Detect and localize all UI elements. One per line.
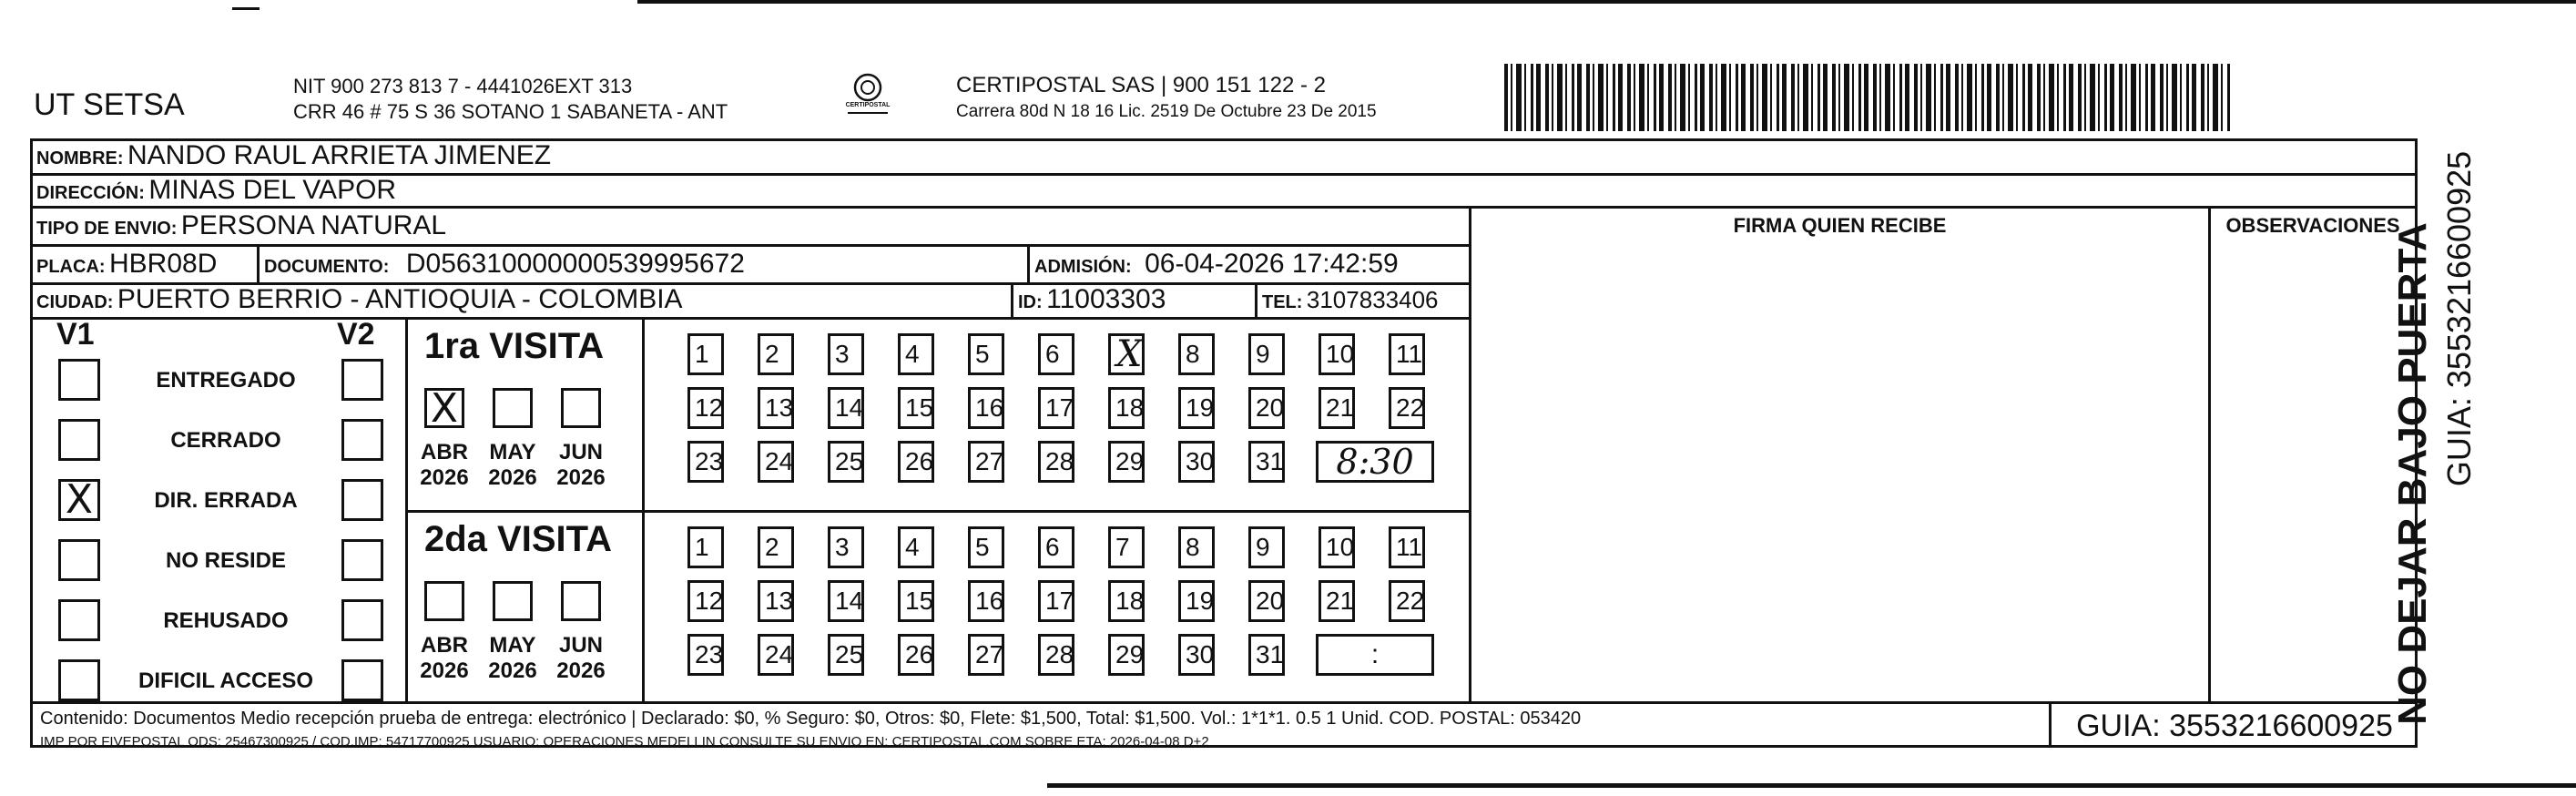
tel-value: 3107833406: [1306, 286, 1439, 313]
company-nit: NIT 900 273 813 7 - 4441026EXT 313: [293, 75, 633, 97]
month-name: ABR: [421, 440, 468, 464]
barcode: [1504, 64, 2233, 131]
day-box[interactable]: 4: [898, 333, 934, 375]
status-label: NO RESIDE: [165, 548, 287, 573]
v1-checkbox[interactable]: [58, 476, 100, 523]
days-col-sep: [642, 317, 645, 704]
day-box[interactable]: 27: [968, 634, 1004, 676]
day-box[interactable]: 18: [1108, 580, 1145, 622]
placa-sep: [257, 244, 260, 282]
month-year: 2026: [488, 658, 537, 683]
day-box[interactable]: 29: [1108, 441, 1145, 483]
visit-divider: [405, 510, 1471, 513]
nombre-label: NOMBRE:: [36, 148, 124, 168]
side-warning: NO DEJAR BAJO PUERTA: [2390, 222, 2435, 725]
day-box[interactable]: 31: [1248, 634, 1285, 676]
documento-row: [264, 246, 745, 287]
documento-value: D056310000000539995672: [405, 249, 745, 279]
ciudad-row: [36, 282, 683, 321]
day-box[interactable]: 6: [1038, 526, 1074, 568]
day-box[interactable]: 19: [1178, 387, 1215, 429]
status-label: ENTREGADO: [156, 368, 296, 393]
v1-checkbox[interactable]: [58, 539, 100, 581]
month-year: 2026: [420, 658, 469, 683]
day-box[interactable]: 21: [1319, 580, 1355, 622]
bottom-scan-line: [1047, 783, 2576, 788]
v2-header: V2: [337, 317, 375, 352]
day-box[interactable]: 17: [1038, 580, 1074, 622]
day-box[interactable]: 2: [758, 333, 794, 375]
visit-title: 1ra VISITA: [424, 326, 605, 366]
day-box[interactable]: 1: [687, 333, 724, 375]
month-checkbox[interactable]: [493, 388, 533, 428]
tipo-row: [36, 208, 446, 249]
day-box[interactable]: 3: [828, 526, 864, 568]
day-box[interactable]: 1: [687, 526, 724, 568]
day-box[interactable]: 9: [1248, 526, 1285, 568]
id-sep: [1011, 282, 1013, 317]
month-name: MAY: [489, 440, 536, 464]
month-year: 2026: [556, 465, 606, 490]
ciudad-value: PUERTO BERRIO - ANTIOQUIA - COLOMBIA: [117, 284, 683, 314]
day-box[interactable]: 19: [1178, 580, 1215, 622]
status-label: DIR. ERRADA: [154, 488, 298, 513]
month-name: ABR: [421, 633, 468, 658]
side-guia: GUIA: 3553216600925: [2440, 150, 2478, 487]
tel-sep: [1255, 282, 1257, 317]
v2-checkbox[interactable]: [341, 419, 383, 461]
month-checkbox[interactable]: [493, 581, 533, 621]
v1-header: V1: [56, 317, 95, 352]
direccion-row: [36, 173, 396, 212]
top-scan-line: [637, 0, 2576, 4]
company-address: CRR 46 # 75 S 36 SOTANO 1 SABANETA - ANT: [293, 100, 728, 123]
tel-label: TEL:: [1262, 292, 1303, 312]
day-box[interactable]: 27: [968, 441, 1004, 483]
day-box[interactable]: 21: [1319, 387, 1355, 429]
top-scan-stub: [232, 7, 260, 10]
day-box[interactable]: 13: [758, 387, 794, 429]
footer-guia: GUIA: 3553216600925: [2076, 709, 2393, 743]
month-year: 2026: [556, 658, 606, 683]
day-box[interactable]: 16: [968, 387, 1004, 429]
admision-row: [1034, 246, 1399, 287]
admision-value: 06-04-2026 17:42:59: [1145, 249, 1399, 279]
status-col-sep: [405, 317, 408, 704]
day-box[interactable]: 25: [828, 441, 864, 483]
day-box[interactable]: 11: [1389, 526, 1425, 568]
day-box[interactable]: 18: [1108, 387, 1145, 429]
admision-sep: [1027, 244, 1030, 282]
nombre-row: [36, 138, 551, 178]
certipostal-id: CERTIPOSTAL SAS | 900 151 122 - 2: [956, 73, 1326, 97]
footer-guia-sep: [2049, 701, 2052, 748]
day-box[interactable]: 23: [687, 634, 724, 676]
day-box[interactable]: 26: [898, 441, 934, 483]
day-box[interactable]: 28: [1038, 634, 1074, 676]
id-value: 11003303: [1046, 284, 1166, 314]
day-box[interactable]: 5: [968, 333, 1004, 375]
footer-contenido: Contenido: Documentos Medio recepción prueba de entrega: electrónico | Declarado: $0, % Seguro: $0, Otros: $0, Flete: $1,500, Total: $1,500. Vol.: 1*1*1. 0.5 1 Unid. COD. POSTAL: 053420: [40, 709, 1582, 729]
day-box[interactable]: 29: [1108, 634, 1145, 676]
v1-checkbox[interactable]: [58, 419, 100, 461]
day-box[interactable]: 20: [1248, 580, 1285, 622]
placa-label: PLACA:: [36, 257, 106, 277]
month-checkbox[interactable]: [424, 385, 464, 432]
visit-time-box[interactable]: :: [1316, 634, 1434, 676]
day-box[interactable]: 10: [1319, 333, 1355, 375]
day-box[interactable]: 8: [1178, 526, 1215, 568]
month-year: 2026: [488, 465, 537, 490]
day-box[interactable]: 23: [687, 441, 724, 483]
day-box[interactable]: 30: [1178, 634, 1215, 676]
month-checkbox[interactable]: [424, 581, 464, 621]
day-box[interactable]: 15: [898, 580, 934, 622]
day-box[interactable]: 8: [1178, 333, 1215, 375]
tipo-label: TIPO DE ENVIO:: [36, 219, 178, 239]
id-row: [1018, 282, 1166, 321]
day-box[interactable]: 10: [1319, 526, 1355, 568]
direccion-label: DIRECCIÓN:: [36, 183, 145, 203]
month-year: 2026: [420, 465, 469, 490]
v2-checkbox[interactable]: [341, 539, 383, 581]
visit-title: 2da VISITA: [424, 519, 612, 559]
day-box[interactable]: 7: [1108, 526, 1145, 568]
nombre-value: NANDO RAUL ARRIETA JIMENEZ: [127, 140, 552, 170]
day-box[interactable]: 31: [1248, 441, 1285, 483]
ciudad-label: CIUDAD:: [36, 292, 114, 312]
day-box[interactable]: 16: [968, 580, 1004, 622]
month-name: JUN: [558, 633, 603, 658]
day-box[interactable]: 9: [1248, 333, 1285, 375]
month-name: MAY: [489, 633, 536, 658]
observaciones-header: OBSERVACIONES: [2225, 214, 2400, 237]
admision-label: ADMISIÓN:: [1034, 257, 1132, 277]
firma-col-left: [1469, 206, 1471, 704]
day-box[interactable]: 12: [687, 580, 724, 622]
firma-header: FIRMA QUIEN RECIBE: [1733, 214, 1947, 237]
day-box[interactable]: 14: [828, 580, 864, 622]
certipostal-logo: [842, 71, 893, 122]
day-box[interactable]: 12: [687, 387, 724, 429]
v2-checkbox[interactable]: [341, 479, 383, 521]
form-left-border: [30, 138, 33, 748]
day-box[interactable]: 6: [1038, 333, 1074, 375]
day-box[interactable]: 13: [758, 580, 794, 622]
month-checkbox[interactable]: [561, 581, 601, 621]
day-box[interactable]: 2: [758, 526, 794, 568]
logo-text: CERTIPOSTAL: [845, 102, 891, 108]
day-box[interactable]: 15: [898, 387, 934, 429]
day-box[interactable]: 5: [968, 526, 1004, 568]
day-box[interactable]: 25: [828, 634, 864, 676]
v2-checkbox[interactable]: [341, 599, 383, 641]
obs-col-left: [2208, 206, 2211, 704]
status-label: DIFICIL ACCESO: [137, 668, 313, 693]
day-box[interactable]: 17: [1038, 387, 1074, 429]
v2-checkbox[interactable]: [341, 659, 383, 701]
day-box[interactable]: 4: [898, 526, 934, 568]
month-name: JUN: [558, 440, 603, 464]
check-mark: X: [430, 385, 459, 432]
day-box[interactable]: 3: [828, 333, 864, 375]
tel-row: [1262, 282, 1439, 321]
v2-checkbox[interactable]: [341, 359, 383, 401]
day-box[interactable]: 22: [1389, 580, 1425, 622]
check-mark: X: [65, 476, 94, 523]
month-checkbox[interactable]: [561, 388, 601, 428]
day-box[interactable]: 24: [758, 441, 794, 483]
documento-label: DOCUMENTO:: [264, 257, 390, 277]
row-line-6: [30, 701, 2418, 704]
company-name: UT SETSA: [34, 87, 185, 122]
footer-imp: IMP POR FIVEPOSTAL ODS: 25467300925 / COD.IMP: 54717700925 USUARIO: OPERACIONES MEDELLIN CONSULTE SU ENVIO EN: CERTIPOSTAL.COM SOBRE ETA: 2026-04-08 D+2: [40, 734, 1209, 750]
direccion-value: MINAS DEL VAPOR: [148, 175, 397, 205]
day-box[interactable]: 24: [758, 634, 794, 676]
day-box[interactable]: 14: [828, 387, 864, 429]
placa-row: [36, 246, 217, 287]
day-box[interactable]: X: [1108, 333, 1145, 375]
certipostal-license: Carrera 80d N 18 16 Lic. 2519 De Octubre 23 De 2015: [956, 102, 1377, 121]
day-box[interactable]: 30: [1178, 441, 1215, 483]
v1-checkbox[interactable]: [58, 659, 100, 701]
day-box[interactable]: 28: [1038, 441, 1074, 483]
tipo-value: PERSONA NATURAL: [180, 210, 447, 240]
placa-value: HBR08D: [109, 249, 218, 279]
status-label: CERRADO: [170, 428, 281, 453]
v1-checkbox[interactable]: [58, 599, 100, 641]
day-box[interactable]: 22: [1389, 387, 1425, 429]
day-box[interactable]: 26: [898, 634, 934, 676]
day-box[interactable]: 20: [1248, 387, 1285, 429]
id-label: ID:: [1018, 292, 1043, 312]
v1-checkbox[interactable]: [58, 359, 100, 401]
day-box[interactable]: 11: [1389, 333, 1425, 375]
status-label: REHUSADO: [163, 608, 289, 633]
visit-time-box[interactable]: 8:30: [1316, 441, 1434, 483]
